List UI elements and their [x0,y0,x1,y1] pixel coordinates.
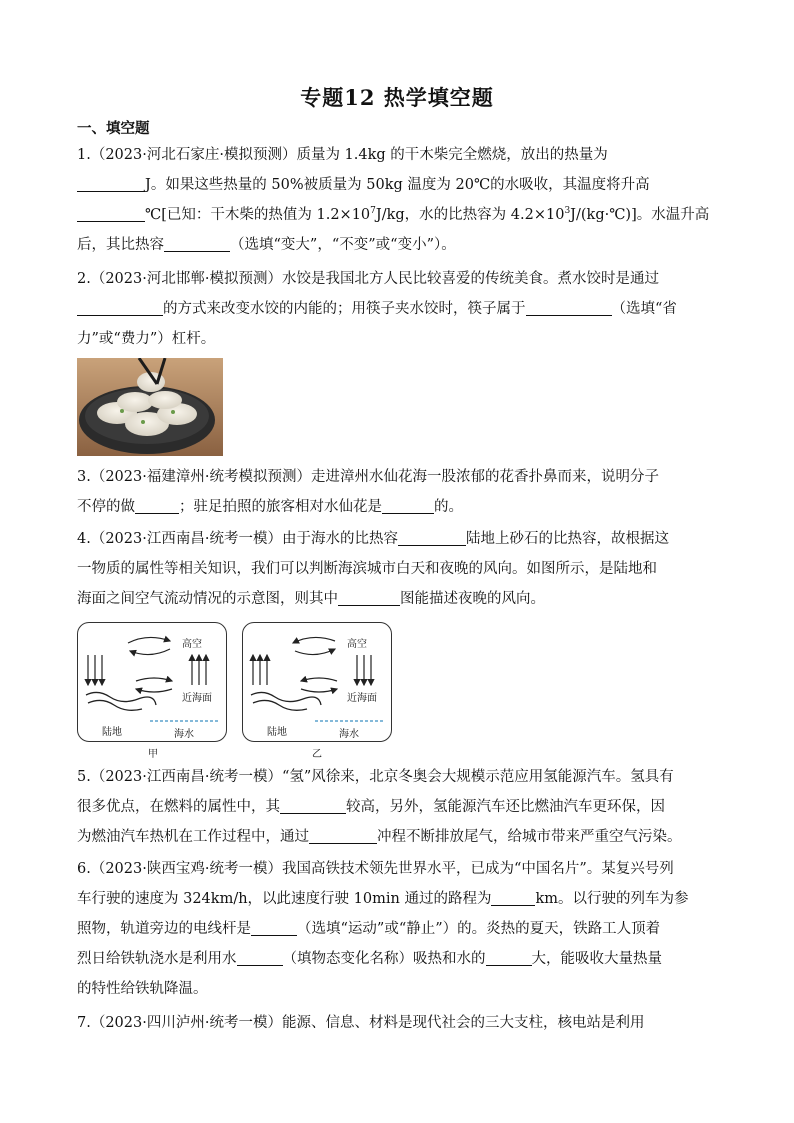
answer-blank[interactable] [382,496,434,514]
q6-line-1: 6.（2023·陕西宝鸡·统考一模）我国高铁技术领先世界水平，已成为“中国名片”。某复兴号列 [77,861,674,877]
label-sea: 海水 [339,729,359,740]
question-5 [77,762,717,852]
q2-line-1: 2.（2023·河北邯郸·模拟预测）水饺是我国北方人民比较喜爱的传统美食。煮水饺时是通过 [77,271,659,287]
answer-blank[interactable] [135,496,179,514]
q2-line-3: 力”或“费力”）杠杆。 [77,331,216,347]
q5-line-1: 5.（2023·江西南昌·统考一模）“氢”风徐来，北京冬奥会大规模示范应用氢能源汽车。氢具有 [77,769,674,785]
q1-line-1: 1.（2023·河北石家庄·模拟预测）质量为 1.4kg 的干木柴完全燃烧，放出的热量为 [77,147,608,163]
label-land: 陆地 [102,727,122,738]
answer-blank[interactable] [526,298,612,316]
page-title: 专题12 热学填空题 [300,85,494,110]
q7-line-1: 7.（2023·四川泸州·统考一模）能源、信息、材料是现代社会的三大支柱，核电站是利用 [77,1015,645,1031]
answer-blank[interactable] [237,948,283,966]
q3-line-2: 不停的做 ；驻足拍照的旅客相对水仙花是 的。 [77,492,717,522]
answer-blank[interactable] [338,588,400,606]
section-heading: 一、填空题 [77,120,150,137]
question-6 [77,854,717,1004]
question-7 [77,1008,717,1038]
question-2 [77,264,717,354]
question-1 [77,140,717,260]
q1-line-3: ℃[已知：干木柴的热值为 $1.2\times 10^7J/kg$，水的比热容为 $4.2\times 10^3J/(kg\cdot℃)$]。水温升高 [77,200,717,230]
label-near-sea: 近海面 [347,693,377,704]
answer-blank[interactable] [280,796,346,814]
answer-blank[interactable] [77,174,145,192]
q6-line-5: 的特性给铁轨降温。 [77,981,208,997]
q6-line-4: 烈日给铁轨浇水是利用水 （填物态变化名称）吸热和水的 大，能吸收大量热量 [77,944,717,974]
answer-blank[interactable] [164,234,230,252]
answer-blank[interactable] [491,888,535,906]
q3-line-1: 3.（2023·福建漳州·统考模拟预测）走进漳州水仙花海一股浓郁的花香扑鼻而来，说明分子 [77,469,659,485]
q1-line-2: J。如果这些热量的 50%被质量为 50kg 温度为 20℃的水吸收，其温度将升高 [77,170,717,200]
caption-jia: 甲 [148,749,158,760]
label-high-altitude: 高空 [347,639,367,650]
caption-yi: 乙 [312,749,322,760]
wind-diagram-jia [77,622,227,742]
label-near-sea: 近海面 [182,693,212,704]
answer-blank[interactable] [309,826,377,844]
answer-blank[interactable] [77,204,145,222]
q4-line-1: 4.（2023·江西南昌·统考一模）由于海水的比热容 陆地上砂石的比热容，故根据这 [77,524,717,554]
q1-line-4: 后，其比热容 （选填“变大”，“不变”或“变小”）。 [77,230,717,260]
answer-blank[interactable] [251,918,297,936]
q2-line-2: 的方式来改变水饺的内能的；用筷子夹水饺时，筷子属于 （选填“省 [77,294,717,324]
answer-blank[interactable] [486,948,532,966]
answer-blank[interactable] [398,528,466,546]
question-4 [77,524,717,614]
q6-line-3: 照物，轨道旁边的电线杆是 （选填“运动”或“静止”）的。炎热的夏天，铁路工人顶着 [77,914,717,944]
q6-line-2: 车行驶的速度为 324km/h，以此速度行驶 10min 通过的路程为 km。以行驶的列车为参 [77,884,717,914]
q4-line-3: 海面之间空气流动情况的示意图，则其中 图能描述夜晚的风向。 [77,584,717,614]
label-land: 陆地 [267,727,287,738]
wind-diagram-yi [242,622,392,742]
q5-line-2: 很多优点，在燃料的属性中，其 较高，另外，氢能源汽车还比燃油汽车更环保，因 [77,792,717,822]
dumpling-photo [77,358,223,456]
answer-blank[interactable] [77,298,163,316]
q5-line-3: 为燃油汽车热机在工作过程中，通过 冲程不断排放尾气，给城市带来严重空气污染。 [77,822,717,852]
label-sea: 海水 [174,729,194,740]
label-high-altitude: 高空 [182,639,202,650]
question-3 [77,462,717,522]
q4-line-2: 一物质的属性等相关知识，我们可以判断海滨城市白天和夜晚的风向。如图所示，是陆地和 [77,561,657,577]
